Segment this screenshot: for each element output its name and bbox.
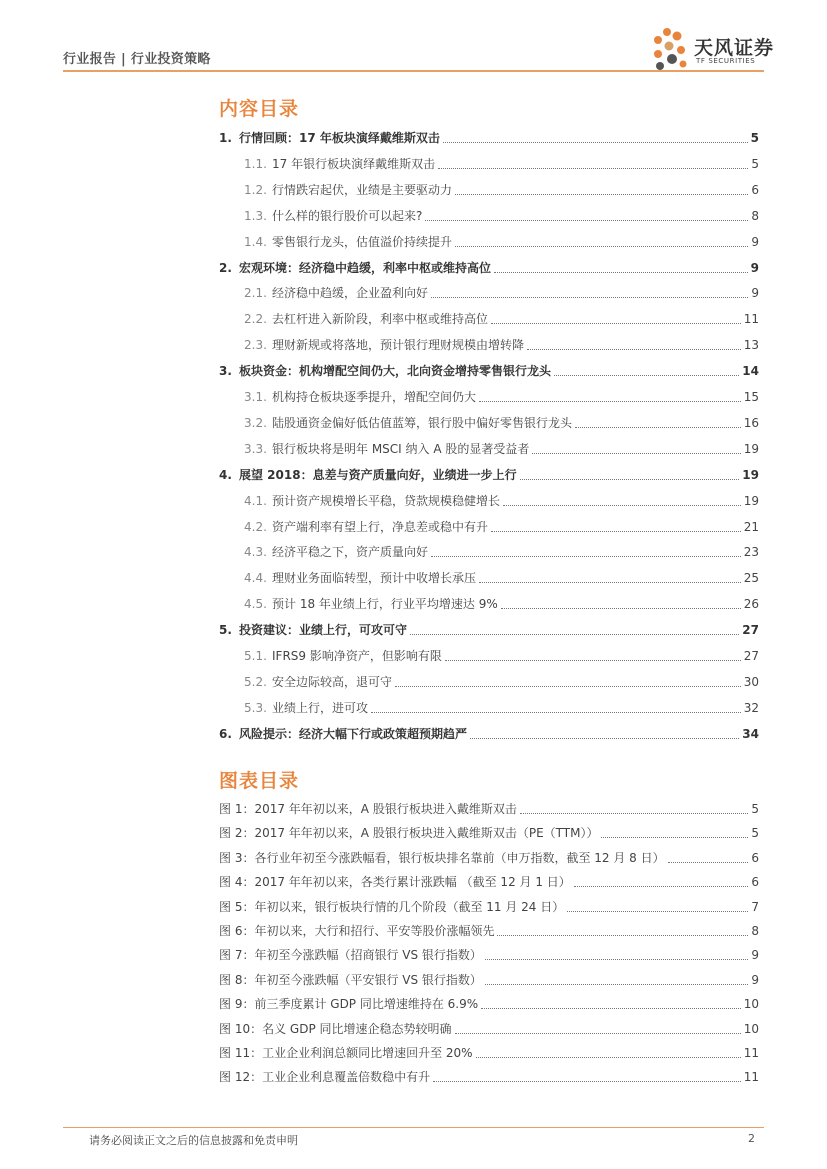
toc-leader-dots	[371, 712, 741, 713]
toc-chapter-link[interactable]	[219, 724, 759, 744]
toc-section-link[interactable]	[244, 439, 759, 459]
figure-page-number: 5	[751, 826, 759, 840]
toc-title: 理财业务面临转型，预计中收增长承压	[272, 571, 477, 585]
toc-number: 2.	[219, 261, 232, 275]
figure-title: 图 7：年初至今涨跌幅（招商银行 VS 银行指数）	[219, 948, 482, 962]
toc-section-link[interactable]	[244, 154, 759, 174]
figure-page-number: 11	[743, 1046, 759, 1060]
figure-page-number: 10	[743, 997, 759, 1011]
toc-leader-dots	[443, 142, 748, 143]
toc-title: 资产端利率有望上行，净息差或稳中有升	[272, 520, 489, 534]
footer-divider	[63, 1127, 764, 1128]
toc-title: 投资建议：业绩上行，可攻可守	[239, 623, 408, 637]
figure-list-item[interactable]	[219, 945, 759, 965]
toc-page-number: 32	[743, 701, 759, 715]
figure-title: 图 3：各行业年初至今涨跌幅看，银行板块排名靠前（申万指数，截至 12 月 8 日）	[219, 851, 665, 865]
figure-leader-dots	[497, 935, 748, 936]
figure-title: 图 9：前三季度累计 GDP 同比增速维持在 6.9%	[219, 997, 479, 1011]
company-logo	[650, 26, 775, 72]
figure-list-item[interactable]	[219, 872, 759, 892]
toc-page-number: 25	[743, 571, 759, 585]
toc-number: 1.	[219, 131, 232, 145]
toc-number: 4.2.	[244, 520, 267, 534]
figure-leader-dots	[601, 837, 748, 838]
toc-page-number: 5	[751, 157, 759, 171]
toc-title: 板块资金：机构增配空间仍大，北向资金增持零售银行龙头	[239, 364, 552, 378]
toc-title: 经济稳中趋缓，企业盈利向好	[272, 286, 429, 300]
toc-number: 2.3.	[244, 338, 267, 352]
figure-page-number: 5	[751, 802, 759, 816]
figure-page-number: 6	[751, 875, 759, 889]
toc-leader-dots	[491, 531, 741, 532]
toc-title: 去杠杆进入新阶段，利率中枢或维持高位	[272, 312, 489, 326]
toc-title: 宏观环境：经济稳中趋缓，利率中枢或维持高位	[239, 261, 492, 275]
figure-title: 图 12：工业企业利息覆盖倍数稳中有升	[219, 1070, 431, 1084]
toc-leader-dots	[455, 246, 748, 247]
toc-page-number: 21	[743, 520, 759, 534]
toc-leader-dots	[494, 272, 748, 273]
figure-leader-dots	[433, 1081, 741, 1082]
toc-leader-dots	[431, 297, 748, 298]
toc-number: 3.	[219, 364, 232, 378]
toc-title: 17 年银行板块演绎戴维斯双击	[272, 157, 436, 171]
toc-number: 4.1.	[244, 494, 267, 508]
toc-leader-dots	[470, 738, 739, 739]
toc-section-link[interactable]	[244, 698, 759, 718]
figure-title: 图 2：2017 年年初以来，A 股银行板块进入戴维斯双击（PE（TTM））	[219, 826, 599, 840]
toc-chapter-link[interactable]	[219, 128, 759, 148]
figure-title: 图 6：年初以来，大行和招行、平安等股价涨幅领先	[219, 924, 495, 938]
toc-number: 2.1.	[244, 286, 267, 300]
page-number: 2	[748, 1132, 755, 1145]
figure-page-number: 10	[743, 1022, 759, 1036]
flower-logo-icon	[650, 26, 694, 72]
toc-number: 5.3.	[244, 701, 267, 715]
toc-title: 行情跌宕起伏，业绩是主要驱动力	[272, 183, 453, 197]
toc-section-link[interactable]	[244, 283, 759, 303]
toc-number: 1.2.	[244, 183, 267, 197]
toc-title: 展望 2018：息差与资产质量向好，业绩进一步上行	[239, 468, 517, 482]
toc-page-number: 9	[751, 235, 759, 249]
toc-page-number: 11	[743, 312, 759, 326]
toc-number: 3.2.	[244, 416, 267, 430]
toc-section-link[interactable]	[244, 568, 759, 588]
toc-page-number: 9	[751, 286, 759, 300]
toc-page-number: 5	[750, 131, 759, 145]
toc-title: 理财新规或将落地，预计银行理财规模由增转降	[272, 338, 525, 352]
header-divider	[63, 70, 764, 72]
figure-page-number: 9	[751, 948, 759, 962]
figure-leader-dots	[476, 1057, 741, 1058]
toc-chapter-link[interactable]	[219, 258, 759, 278]
toc-page-number: 30	[743, 675, 759, 689]
toc-page-number: 16	[743, 416, 759, 430]
toc-title: 机构持仓板块逐季提升，增配空间仍大	[272, 390, 477, 404]
figure-page-number: 8	[751, 924, 759, 938]
toc-section-link[interactable]	[244, 309, 759, 329]
toc-page-number: 34	[742, 727, 759, 741]
toc-section-link[interactable]	[244, 672, 759, 692]
toc-chapter-link[interactable]	[219, 620, 759, 640]
toc-page-number: 19	[742, 468, 759, 482]
toc-number: 4.	[219, 468, 232, 482]
toc-page-number: 27	[742, 623, 759, 637]
toc-number: 3.3.	[244, 442, 267, 456]
toc-section-link[interactable]	[244, 491, 759, 511]
footer-disclaimer: 请务必阅读正文之后的信息披露和免责申明	[89, 1134, 298, 1147]
toc-heading: 内容目录	[219, 98, 300, 120]
figure-title: 图 11：工业企业利润总额同比增速回升至 20%	[219, 1046, 473, 1060]
logo-text-en: TF SECURITIES	[696, 57, 756, 65]
toc-section-link[interactable]	[244, 413, 759, 433]
toc-chapter-link[interactable]	[219, 361, 759, 381]
toc-number: 1.3.	[244, 209, 267, 223]
figure-leader-dots	[481, 1008, 741, 1009]
toc-title: 预计 18 年业绩上行，行业平均增速达 9%	[272, 597, 498, 611]
toc-number: 5.	[219, 623, 232, 637]
toc-page-number: 23	[743, 545, 759, 559]
toc-leader-dots	[438, 168, 748, 169]
figure-leader-dots	[455, 1033, 741, 1034]
figure-title: 图 5：年初以来，银行板块行情的几个阶段（截至 11 月 24 日）	[219, 900, 565, 914]
toc-leader-dots	[410, 634, 739, 635]
toc-title: IFRS9 影响净资产，但影响有限	[272, 649, 442, 663]
toc-leader-dots	[445, 660, 741, 661]
toc-page-number: 15	[743, 390, 759, 404]
toc-number: 4.4.	[244, 571, 267, 585]
figure-leader-dots	[485, 959, 748, 960]
figure-list-item[interactable]	[219, 1019, 759, 1039]
toc-leader-dots	[431, 556, 741, 557]
toc-page-number: 19	[743, 442, 759, 456]
toc-page-number: 14	[742, 364, 759, 378]
toc-title: 零售银行龙头，估值溢价持续提升	[272, 235, 453, 249]
toc-leader-dots	[455, 194, 748, 195]
figure-list-item[interactable]	[219, 897, 759, 917]
toc-page-number: 9	[750, 261, 759, 275]
figure-list-item[interactable]	[219, 823, 759, 843]
figure-title: 图 8：年初至今涨跌幅（平安银行 VS 银行指数）	[219, 973, 482, 987]
toc-number: 6.	[219, 727, 232, 741]
toc-page-number: 26	[743, 597, 759, 611]
toc-section-link[interactable]	[244, 335, 759, 355]
toc-section-link[interactable]	[244, 594, 759, 614]
toc-section-link[interactable]	[244, 646, 759, 666]
toc-title: 风险提示：经济大幅下行或政策超预期趋严	[239, 727, 468, 741]
toc-number: 5.1.	[244, 649, 267, 663]
figure-list-item[interactable]	[219, 848, 759, 868]
toc-page-number: 8	[751, 209, 759, 223]
figure-page-number: 6	[751, 851, 759, 865]
toc-chapter-link[interactable]	[219, 465, 759, 485]
figure-leader-dots	[574, 886, 749, 887]
toc-leader-dots	[425, 220, 748, 221]
figure-leader-dots	[485, 984, 748, 985]
toc-number: 3.1.	[244, 390, 267, 404]
figure-list-item[interactable]	[219, 1067, 759, 1087]
toc-section-link[interactable]	[244, 232, 759, 252]
figure-page-number: 9	[751, 973, 759, 987]
toc-title: 银行板块将是明年 MSCI 纳入 A 股的显著受益者	[272, 442, 530, 456]
toc-section-link[interactable]	[244, 387, 759, 407]
toc-leader-dots	[520, 479, 740, 480]
toc-title: 什么样的银行股价可以起来?	[272, 209, 423, 223]
figure-leader-dots	[520, 813, 749, 814]
toc-page-number: 6	[751, 183, 759, 197]
toc-leader-dots	[503, 505, 741, 506]
figure-list-item[interactable]	[219, 1043, 759, 1063]
toc-leader-dots	[479, 582, 741, 583]
toc-title: 陆股通资金偏好低估值蓝筹，银行股中偏好零售银行龙头	[272, 416, 573, 430]
figure-page-number: 7	[751, 900, 759, 914]
toc-page-number: 13	[743, 338, 759, 352]
toc-leader-dots	[491, 323, 741, 324]
figure-leader-dots	[567, 911, 748, 912]
toc-section-link[interactable]	[244, 542, 759, 562]
toc-title: 经济平稳之下，资产质量向好	[272, 545, 429, 559]
toc-leader-dots	[501, 608, 741, 609]
figure-list-item[interactable]	[219, 799, 759, 819]
breadcrumb: 行业报告 | 行业投资策略	[63, 52, 211, 67]
toc-title: 预计资产规模增长平稳，贷款规模稳健增长	[272, 494, 501, 508]
toc-leader-dots	[554, 375, 739, 376]
toc-section-link[interactable]	[244, 206, 759, 226]
toc-page-number: 27	[743, 649, 759, 663]
toc-number: 2.2.	[244, 312, 267, 326]
figure-title: 图 10：名义 GDP 同比增速企稳态势较明确	[219, 1022, 452, 1036]
toc-leader-dots	[395, 686, 741, 687]
figure-list-item[interactable]	[219, 970, 759, 990]
toc-page-number: 19	[743, 494, 759, 508]
figure-page-number: 11	[743, 1070, 759, 1084]
toc-title: 安全边际较高，退可守	[272, 675, 393, 689]
toc-number: 4.3.	[244, 545, 267, 559]
toc-leader-dots	[527, 349, 741, 350]
toc-title: 业绩上行，进可攻	[272, 701, 369, 715]
toc-number: 1.4.	[244, 235, 267, 249]
figure-title: 图 1：2017 年年初以来，A 股银行板块进入戴维斯双击	[219, 802, 517, 816]
logo-text-cn: 天风证券	[694, 37, 775, 59]
toc-leader-dots	[479, 401, 741, 402]
toc-section-link[interactable]	[244, 180, 759, 200]
figure-list-item[interactable]	[219, 921, 759, 941]
figure-list-item[interactable]	[219, 994, 759, 1014]
figure-leader-dots	[668, 862, 749, 863]
toc-leader-dots	[532, 453, 740, 454]
toc-number: 4.5.	[244, 597, 267, 611]
toc-title: 行情回顾：17 年板块演绎戴维斯双击	[239, 131, 440, 145]
toc-number: 5.2.	[244, 675, 267, 689]
toc-leader-dots	[575, 427, 741, 428]
toc-section-link[interactable]	[244, 517, 759, 537]
figure-title: 图 4：2017 年年初以来，各类行累计涨跌幅 （截至 12 月 1 日）	[219, 875, 571, 889]
figure-list-heading: 图表目录	[219, 770, 300, 792]
toc-number: 1.1.	[244, 157, 267, 171]
